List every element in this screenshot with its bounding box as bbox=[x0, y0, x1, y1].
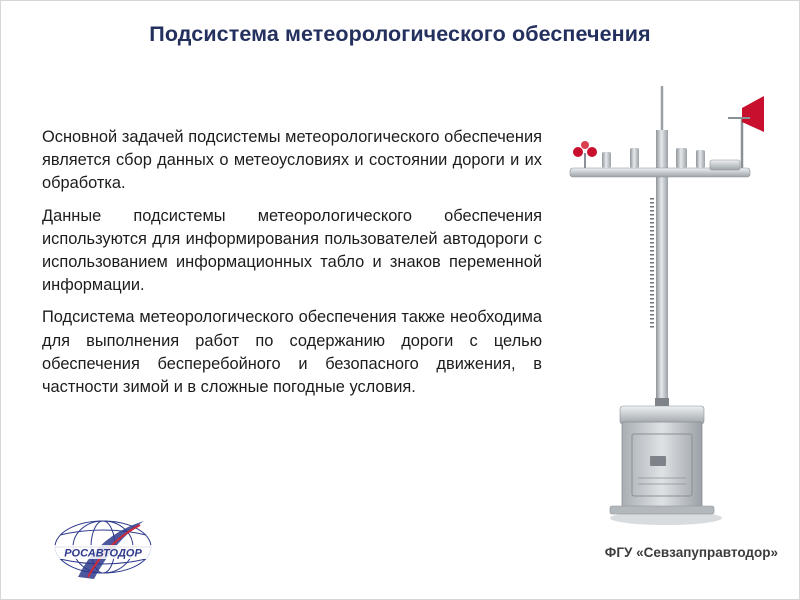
sensor-box bbox=[710, 160, 740, 170]
sensor-cylinder-4 bbox=[696, 150, 705, 168]
paragraph-data-usage: Данные подсистемы метеорологического обеспечения используются для информирования пользователей автодороги с использованием информационных табло и знаков переменной информации. bbox=[42, 206, 542, 295]
weather-station-icon bbox=[558, 78, 784, 528]
control-cabinet bbox=[620, 406, 704, 508]
paragraph-road-maintenance: Подсистема метеорологического обеспечения также необходима для выполнения работ по содержанию дороги с целью обеспечения бесперебойного и безопасного движения, в частности зимой и в сложные погодные условия. bbox=[42, 308, 542, 397]
organization-name: ФГУ «Севзапуправтодор» bbox=[604, 545, 778, 560]
body-text bbox=[42, 126, 542, 399]
logo-text: РОСАВТОДОР bbox=[64, 547, 142, 560]
sensor-cylinder-2 bbox=[630, 148, 639, 168]
anemometer-icon bbox=[573, 141, 597, 168]
slide-title: Подсистема метеорологического обеспечения bbox=[149, 22, 651, 46]
paragraph-main-task: Основной задачей подсистемы метеорологического обеспечения является сбор данных о метеоусловиях и состоянии дороги и их обработка. bbox=[42, 128, 542, 193]
rosavtodor-logo bbox=[48, 515, 158, 585]
sensor-cylinder-1 bbox=[602, 152, 611, 168]
wind-vane-icon bbox=[728, 96, 764, 168]
sensor-cylinder-3 bbox=[676, 148, 687, 168]
